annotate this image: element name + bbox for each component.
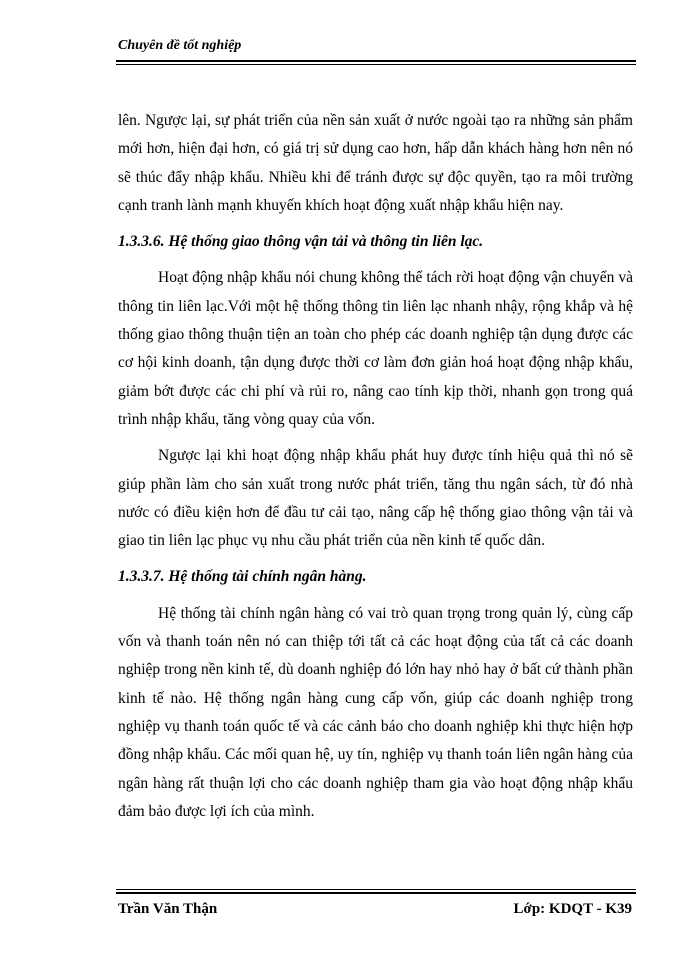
footer-rule-thin: [116, 889, 636, 890]
section-heading-1-3-3-7: 1.3.3.7. Hệ thống tài chính ngân hàng.: [118, 568, 367, 586]
document-body: [118, 107, 633, 826]
section-heading-1-3-3-6: 1.3.3.6. Hệ thống giao thông vận tải và thông tin liên lạc.: [118, 233, 484, 251]
paragraph-1: lên. Ngược lại, sự phát triển của nền sản xuất ở nước ngoài tạo ra những sản phẩm mới hơn, hiện đại hơn, có giá trị sử dụng cao hơn, hấp dẫn khách hàng hơn nên nó sẽ thúc đẩy nhập khẩu. Nhiều khi để tránh được sự độc quyền, tạo ra môi trường cạnh tranh lành mạnh khuyến khích hoạt động xuất nhập khẩu hiện nay.: [118, 112, 633, 214]
footer-rule-thick: [116, 892, 636, 894]
header-rule-thin: [116, 64, 636, 65]
paragraph-3: Ngược lại khi hoạt động nhập khẩu phát huy được tính hiệu quả thì nó sẽ giúp phần làm cho sản xuất trong nước phát triển, tăng thu ngân sách, từ đó nhà nước có điều kiện hơn để đầu tư cải tạo, nâng cấp hệ thống giao thông vận tải và giao tin liên lạc phục vụ nhu cầu phát triển của nền kinh tế quốc dân.: [118, 447, 633, 550]
footer-class-label: Lớp: KDQT - K39: [513, 901, 632, 917]
header-title: Chuyên đề tốt nghiệp: [118, 38, 242, 53]
paragraph-2: Hoạt động nhập khẩu nói chung không thể tách rời hoạt động vận chuyển và thông tin liên lạc.Với một hệ thống thông tin liên lạc nhanh nhậy, rộng khắp và hệ thống giao thông thuận tiện an toàn cho phép các doanh nghiệp tận dụng được các cơ hội kinh doanh, tận dụng được thời cơ làm đơn giản hoá hoạt động nhập khẩu, giảm bớt được các chi phí và rủi ro, nâng cao tính kịp thời, nhanh gọn trong quá trình nhập khẩu, tăng vòng quay của vốn.: [118, 269, 633, 428]
header-rule-thick: [116, 60, 636, 62]
paragraph-4: Hệ thống tài chính ngân hàng có vai trò quan trọng trong quản lý, cùng cấp vốn và thanh toán nên nó can thiệp tới tất cả các hoạt động của tất cả các doanh nghiệp trong nền kinh tế, dù doanh nghiệp đó lớn hay nhỏ hay ở bất cứ thành phần kinh tế nào. Hệ thống ngân hàng cung cấp vốn, giúp các doanh nghiệp trong nghiệp vụ thanh toán quốc tế và các cảnh báo cho doanh nghiệp khi thực hiện hợp đồng nhập khẩu. Các mối quan hệ, uy tín, nghiệp vụ thanh toán liên ngân hàng của ngân hàng rất thuận lợi cho các doanh nghiệp tham gia vào hoạt động nhập khẩu đảm bảo được lợi ích của mình.: [118, 604, 633, 820]
footer-author: Trần Văn Thận: [118, 901, 218, 917]
